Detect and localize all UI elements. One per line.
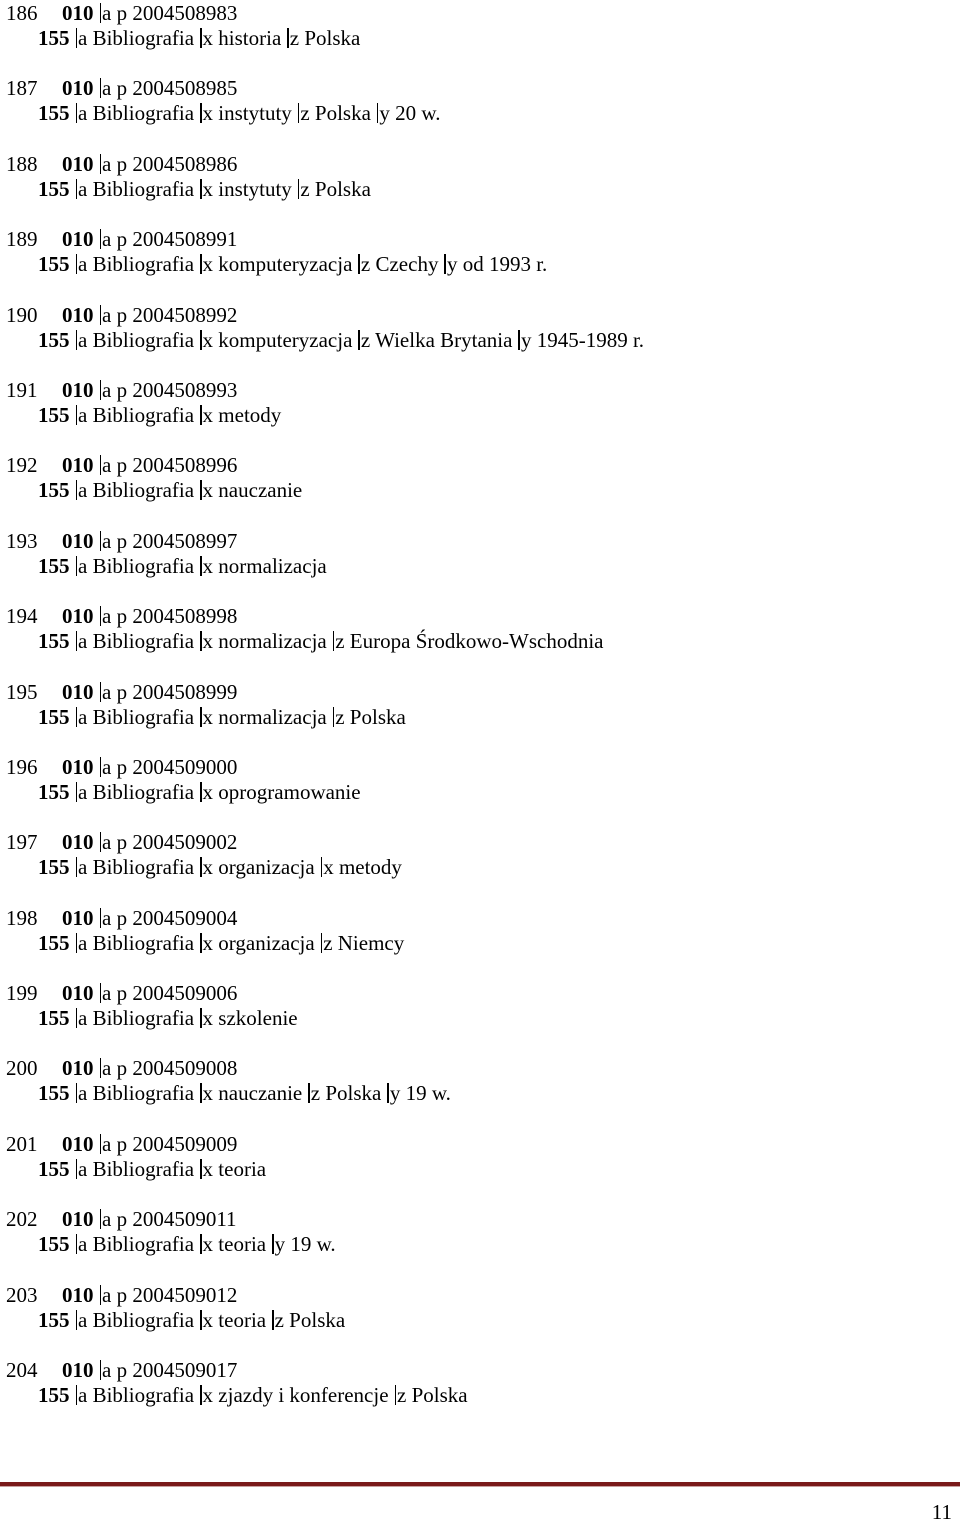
field-tag-010: 010 xyxy=(62,1358,94,1383)
subfield-delimiter xyxy=(200,1310,202,1330)
subfield-text: x zjazdy i konferencje xyxy=(202,1383,389,1408)
record-line-155 xyxy=(38,553,327,579)
field-tag-155: 155 xyxy=(38,704,70,729)
field-tag-010: 010 xyxy=(62,830,94,855)
subfield-delimiter xyxy=(100,983,102,1003)
record-entry xyxy=(6,0,956,75)
subfield-text: x historia xyxy=(202,26,282,50)
subfield-delimiter xyxy=(321,857,323,877)
record-line-010 xyxy=(6,603,237,629)
record-line-155 xyxy=(38,1005,298,1031)
subfield-delimiter xyxy=(76,857,78,877)
record-line-010 xyxy=(6,905,237,931)
subfield-text: a Bibliografia xyxy=(78,101,195,126)
record-line-155 xyxy=(38,251,547,277)
record-number: 199 xyxy=(6,981,38,1006)
subfield-text: a Bibliografia xyxy=(78,252,195,277)
record-line-010 xyxy=(6,679,237,705)
subfield-delimiter xyxy=(76,556,78,576)
subfield-text: x normalizacja xyxy=(202,553,327,578)
subfield-text: x teoria xyxy=(202,1232,267,1257)
field-tag-010: 010 xyxy=(62,1056,94,1081)
subfield-text: z Czechy xyxy=(360,252,439,277)
subfield-delimiter xyxy=(100,78,102,98)
subfield-delimiter xyxy=(100,305,102,325)
subfield-delimiter xyxy=(444,254,446,274)
field-tag-155: 155 xyxy=(38,176,70,201)
subfield-delimiter xyxy=(200,707,202,727)
subfield-text: x organizacja xyxy=(202,930,315,955)
subfield-text: a Bibliografia xyxy=(78,1232,195,1257)
subfield-text: a Bibliografia xyxy=(78,855,195,880)
record-line-010 xyxy=(6,0,237,26)
record-entry xyxy=(6,377,956,452)
subfield-text: z Wielka Brytania xyxy=(360,327,513,352)
subfield-text: z Europa Środkowo-Wschodnia xyxy=(335,629,604,654)
field-tag-010: 010 xyxy=(62,227,94,252)
field-tag-155: 155 xyxy=(38,553,70,578)
record-line-155 xyxy=(38,1080,451,1106)
record-number: 193 xyxy=(6,528,38,553)
subfield-delimiter xyxy=(358,254,360,274)
record-entry xyxy=(6,302,956,377)
record-line-155 xyxy=(38,1382,468,1408)
record-line-010 xyxy=(6,151,237,177)
record-line-010 xyxy=(6,226,237,252)
subfield-text: z Polska xyxy=(335,704,406,729)
field-tag-155: 155 xyxy=(38,779,70,804)
subfield-delimiter xyxy=(100,3,102,23)
subfield-delimiter xyxy=(76,179,78,199)
subfield-delimiter xyxy=(200,1385,202,1405)
subfield-text: z Polska xyxy=(289,26,361,50)
field-tag-155: 155 xyxy=(38,402,70,427)
field-tag-010: 010 xyxy=(62,377,94,402)
subfield-text: a p 2004508992 xyxy=(102,302,238,327)
field-tag-010: 010 xyxy=(62,302,94,327)
record-line-155 xyxy=(38,1231,336,1257)
record-line-155 xyxy=(38,779,361,805)
record-entry xyxy=(6,603,956,678)
subfield-delimiter xyxy=(200,933,202,953)
field-tag-010: 010 xyxy=(62,905,94,930)
record-entry xyxy=(6,1131,956,1206)
record-entry xyxy=(6,1055,956,1130)
subfield-delimiter xyxy=(76,254,78,274)
subfield-text: z Polska xyxy=(300,176,371,201)
subfield-delimiter xyxy=(76,1310,78,1330)
field-tag-155: 155 xyxy=(38,930,70,955)
record-number: 200 xyxy=(6,1056,38,1081)
field-tag-010: 010 xyxy=(62,528,94,553)
record-entry xyxy=(6,1282,956,1357)
subfield-text: a Bibliografia xyxy=(78,1307,195,1332)
record-line-010 xyxy=(6,1357,237,1383)
record-number: 191 xyxy=(6,377,38,402)
record-line-010 xyxy=(6,1131,237,1157)
subfield-delimiter xyxy=(287,28,289,48)
record-number: 195 xyxy=(6,679,38,704)
record-line-155 xyxy=(38,930,404,956)
record-number: 188 xyxy=(6,151,38,176)
subfield-delimiter xyxy=(200,1234,202,1254)
subfield-text: y 19 w. xyxy=(389,1081,451,1106)
subfield-delimiter xyxy=(76,1083,78,1103)
subfield-text: x instytuty xyxy=(202,101,292,126)
record-line-155 xyxy=(38,402,281,428)
field-tag-155: 155 xyxy=(38,1156,70,1181)
subfield-delimiter xyxy=(76,707,78,727)
field-tag-010: 010 xyxy=(62,151,94,176)
subfield-delimiter xyxy=(200,631,202,651)
record-number: 187 xyxy=(6,76,38,101)
subfield-delimiter xyxy=(518,330,520,350)
subfield-text: x metody xyxy=(202,402,282,427)
subfield-text: a p 2004509004 xyxy=(102,905,238,930)
record-line-155 xyxy=(38,327,644,353)
record-line-010 xyxy=(6,528,237,554)
subfield-text: x teoria xyxy=(202,1307,267,1332)
subfield-text: z Polska xyxy=(300,101,371,126)
field-tag-155: 155 xyxy=(38,252,70,277)
subfield-text: a Bibliografia xyxy=(78,553,195,578)
record-line-155 xyxy=(38,176,371,202)
record-number: 196 xyxy=(6,754,38,779)
record-number: 203 xyxy=(6,1282,38,1307)
field-tag-155: 155 xyxy=(38,1307,70,1332)
subfield-text: a Bibliografia xyxy=(78,1081,195,1106)
record-line-010 xyxy=(6,754,237,780)
field-tag-155: 155 xyxy=(38,1081,70,1106)
record-line-155 xyxy=(38,854,402,880)
record-entry xyxy=(6,75,956,150)
subfield-text: x normalizacja xyxy=(202,629,327,654)
subfield-delimiter xyxy=(100,908,102,928)
subfield-delimiter xyxy=(76,103,78,123)
subfield-delimiter xyxy=(100,455,102,475)
subfield-delimiter xyxy=(200,556,202,576)
subfield-text: z Niemcy xyxy=(323,930,405,955)
subfield-text: a p 2004509017 xyxy=(102,1358,238,1383)
subfield-delimiter xyxy=(76,1385,78,1405)
subfield-delimiter xyxy=(200,1083,202,1103)
record-number: 201 xyxy=(6,1131,38,1156)
subfield-text: a p 2004509012 xyxy=(102,1282,238,1307)
record-line-155 xyxy=(38,1156,266,1182)
record-entry xyxy=(6,905,956,980)
record-entry xyxy=(6,829,956,904)
subfield-text: z Polska xyxy=(397,1383,468,1408)
field-tag-155: 155 xyxy=(38,855,70,880)
subfield-delimiter xyxy=(76,330,78,350)
subfield-delimiter xyxy=(76,631,78,651)
field-tag-010: 010 xyxy=(62,679,94,704)
subfield-delimiter xyxy=(200,330,202,350)
record-line-010 xyxy=(6,1282,237,1308)
field-tag-010: 010 xyxy=(62,76,94,101)
subfield-delimiter xyxy=(100,229,102,249)
record-line-155 xyxy=(38,704,406,730)
subfield-delimiter xyxy=(76,1234,78,1254)
field-tag-010: 010 xyxy=(62,1207,94,1232)
subfield-delimiter xyxy=(100,757,102,777)
subfield-text: y 1945-1989 r. xyxy=(520,327,645,352)
subfield-delimiter xyxy=(76,933,78,953)
subfield-delimiter xyxy=(200,480,202,500)
subfield-text: y od 1993 r. xyxy=(446,252,548,277)
subfield-text: x teoria xyxy=(202,1156,267,1181)
subfield-text: a Bibliografia xyxy=(78,176,195,201)
record-number: 190 xyxy=(6,302,38,327)
subfield-delimiter xyxy=(200,254,202,274)
record-number: 192 xyxy=(6,453,38,478)
subfield-delimiter xyxy=(272,1310,274,1330)
page-number: 11 xyxy=(931,1500,952,1524)
subfield-delimiter xyxy=(100,1058,102,1078)
record-line-010 xyxy=(6,452,237,478)
subfield-delimiter xyxy=(358,330,360,350)
subfield-text: x instytuty xyxy=(202,176,292,201)
subfield-delimiter xyxy=(100,682,102,702)
subfield-text: z Polska xyxy=(310,1081,382,1106)
subfield-delimiter xyxy=(76,480,78,500)
record-line-010 xyxy=(6,1055,237,1081)
subfield-delimiter xyxy=(76,1159,78,1179)
field-tag-155: 155 xyxy=(38,26,70,50)
subfield-text: a p 2004508998 xyxy=(102,604,238,629)
subfield-delimiter xyxy=(200,857,202,877)
record-number: 204 xyxy=(6,1358,38,1383)
subfield-text: a p 2004508986 xyxy=(102,151,238,176)
subfield-text: x komputeryzacja xyxy=(202,327,353,352)
subfield-text: a p 2004508991 xyxy=(102,227,238,252)
subfield-text: x nauczanie xyxy=(202,478,303,503)
record-list xyxy=(6,0,956,1432)
subfield-delimiter xyxy=(272,1234,274,1254)
record-entry xyxy=(6,1357,956,1432)
record-entry xyxy=(6,151,956,226)
subfield-delimiter xyxy=(100,1360,102,1380)
subfield-text: a Bibliografia xyxy=(78,1006,195,1031)
subfield-text: a p 2004508985 xyxy=(102,76,238,101)
record-entry xyxy=(6,226,956,301)
subfield-text: a p 2004509008 xyxy=(102,1056,238,1081)
subfield-text: y 19 w. xyxy=(274,1232,336,1257)
subfield-delimiter xyxy=(200,1159,202,1179)
subfield-text: a Bibliografia xyxy=(78,704,195,729)
record-line-010 xyxy=(6,377,237,403)
record-entry xyxy=(6,679,956,754)
subfield-delimiter xyxy=(76,782,78,802)
subfield-text: x nauczanie xyxy=(202,1081,303,1106)
record-line-155 xyxy=(38,100,440,126)
record-entry xyxy=(6,528,956,603)
subfield-delimiter xyxy=(100,832,102,852)
subfield-text: x komputeryzacja xyxy=(202,252,353,277)
field-tag-155: 155 xyxy=(38,1006,70,1031)
subfield-delimiter xyxy=(200,405,202,425)
subfield-delimiter xyxy=(387,1083,389,1103)
subfield-text: a Bibliografia xyxy=(78,327,195,352)
subfield-text: a Bibliografia xyxy=(78,1156,195,1181)
footer-rule xyxy=(0,1482,960,1487)
subfield-text: a Bibliografia xyxy=(78,402,195,427)
record-line-155 xyxy=(38,1307,345,1333)
field-tag-010: 010 xyxy=(62,1282,94,1307)
record-line-155 xyxy=(38,25,360,51)
subfield-delimiter xyxy=(200,179,202,199)
subfield-text: a p 2004508997 xyxy=(102,528,238,553)
subfield-text: x oprogramowanie xyxy=(202,779,361,804)
subfield-delimiter xyxy=(395,1385,397,1405)
field-tag-155: 155 xyxy=(38,629,70,654)
field-tag-010: 010 xyxy=(62,754,94,779)
record-entry xyxy=(6,452,956,527)
subfield-text: a p 2004508996 xyxy=(102,453,238,478)
record-entry xyxy=(6,1206,956,1281)
subfield-text: a p 2004508999 xyxy=(102,679,238,704)
field-tag-155: 155 xyxy=(38,1232,70,1257)
subfield-text: a Bibliografia xyxy=(78,930,195,955)
subfield-text: a p 2004508983 xyxy=(102,1,238,25)
subfield-delimiter xyxy=(100,1285,102,1305)
record-number: 194 xyxy=(6,604,38,629)
subfield-delimiter xyxy=(100,1134,102,1154)
subfield-text: a p 2004509009 xyxy=(102,1131,238,1156)
record-line-155 xyxy=(38,628,604,654)
subfield-text: x metody xyxy=(323,855,402,880)
field-tag-010: 010 xyxy=(62,604,94,629)
record-number: 197 xyxy=(6,830,38,855)
field-tag-155: 155 xyxy=(38,478,70,503)
subfield-delimiter xyxy=(321,933,323,953)
field-tag-010: 010 xyxy=(62,1131,94,1156)
subfield-delimiter xyxy=(200,782,202,802)
subfield-delimiter xyxy=(308,1083,310,1103)
subfield-text: a Bibliografia xyxy=(78,779,195,804)
subfield-delimiter xyxy=(100,1209,102,1229)
field-tag-010: 010 xyxy=(62,981,94,1006)
field-tag-155: 155 xyxy=(38,1383,70,1408)
record-line-010 xyxy=(6,75,237,101)
record-number: 189 xyxy=(6,227,38,252)
record-line-010 xyxy=(6,1206,237,1232)
record-number: 202 xyxy=(6,1207,38,1232)
subfield-text: x szkolenie xyxy=(202,1006,298,1031)
subfield-delimiter xyxy=(100,154,102,174)
subfield-text: a Bibliografia xyxy=(78,478,195,503)
record-line-155 xyxy=(38,477,302,503)
field-tag-155: 155 xyxy=(38,327,70,352)
subfield-delimiter xyxy=(333,707,335,727)
record-number: 198 xyxy=(6,905,38,930)
subfield-text: x organizacja xyxy=(202,855,315,880)
subfield-delimiter xyxy=(100,606,102,626)
subfield-delimiter xyxy=(100,531,102,551)
subfield-delimiter xyxy=(333,631,335,651)
record-number: 186 xyxy=(6,1,38,25)
subfield-delimiter xyxy=(200,28,202,48)
subfield-text: y 20 w. xyxy=(379,101,441,126)
record-entry xyxy=(6,980,956,1055)
subfield-delimiter xyxy=(200,103,202,123)
subfield-delimiter xyxy=(76,405,78,425)
subfield-text: a p 2004508993 xyxy=(102,377,238,402)
subfield-text: a p 2004509006 xyxy=(102,981,238,1006)
subfield-text: a p 2004509002 xyxy=(102,830,238,855)
subfield-text: x normalizacja xyxy=(202,704,327,729)
subfield-text: a Bibliografia xyxy=(78,629,195,654)
subfield-text: z Polska xyxy=(274,1307,346,1332)
field-tag-010: 010 xyxy=(62,453,94,478)
subfield-delimiter xyxy=(76,1008,78,1028)
subfield-text: a Bibliografia xyxy=(78,26,195,50)
field-tag-010: 010 xyxy=(62,1,94,25)
subfield-delimiter xyxy=(76,28,78,48)
record-line-010 xyxy=(6,829,237,855)
record-line-010 xyxy=(6,980,237,1006)
subfield-text: a Bibliografia xyxy=(78,1383,195,1408)
subfield-text: a p 2004509011 xyxy=(102,1207,237,1232)
field-tag-155: 155 xyxy=(38,101,70,126)
subfield-delimiter xyxy=(200,1008,202,1028)
subfield-text: a p 2004509000 xyxy=(102,754,238,779)
record-entry xyxy=(6,754,956,829)
record-line-010 xyxy=(6,302,237,328)
subfield-delimiter xyxy=(100,380,102,400)
